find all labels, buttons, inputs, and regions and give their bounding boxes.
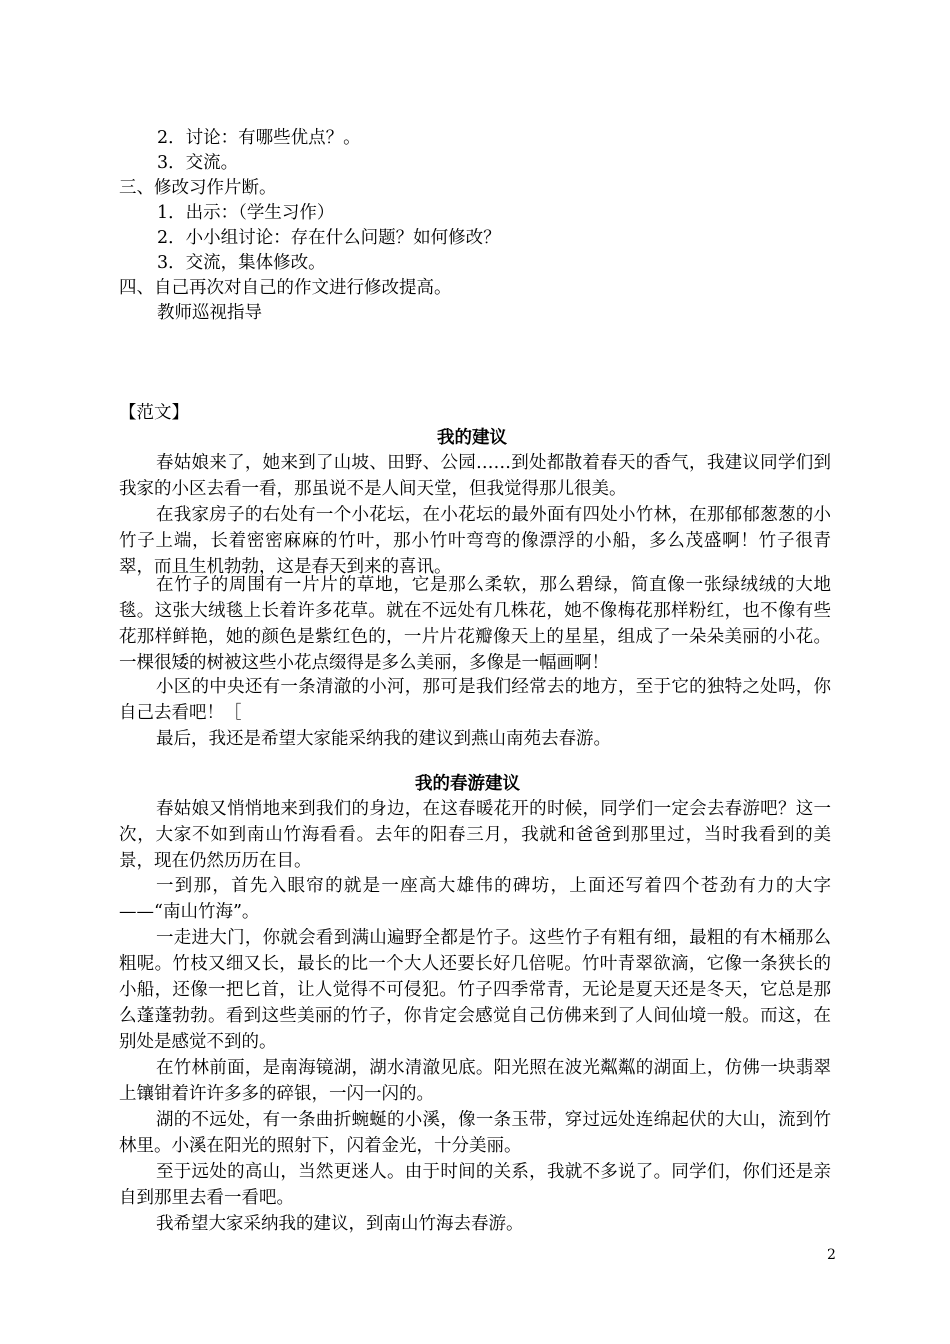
essay2-paragraph-1: 春姑娘又悄悄地来到我们的身边，在这春暖花开的时候，同学们一定会去春游吧？这一次，大家不如到南山竹海看看。去年的阳春三月，我就和爸爸到那里过，当时我看到的美景，现在仍然历历在目。 (119, 799, 831, 871)
outline-item-discuss: 2．讨论：有哪些优点？。 (157, 128, 361, 148)
page-number: 2 (827, 1247, 836, 1263)
essay2-title: 我的春游建议 (415, 774, 520, 794)
section-heading-self-revise: 四、自己再次对自己的作文进行修改提高。 (119, 278, 452, 298)
essay2-paragraph-6: 至于远处的高山，当然更迷人。由于时间的关系，我就不多说了。同学们，你们还是亲自到那里去看一看吧。 (119, 1162, 831, 1208)
essay1-paragraph-5: 最后，我还是希望大家能采纳我的建议到燕山南苑去春游。 (156, 729, 611, 749)
sample-essay-label: 【范文】 (119, 403, 189, 423)
essay1-paragraph-4: 小区的中央还有一条清澈的小河，那可是我们经常去的地方，至于它的独特之处吗，你自己去看吧！［ (119, 677, 831, 723)
essay2-paragraph-3: 一走进大门，你就会看到满山遍野全都是竹子。这些竹子有粗有细，最粗的有木桶那么粗呢。竹枝又细又长，最长的比一个大人还要长好几倍呢。竹叶青翠欲滴，它像一条狭长的小船，还像一把匕首，让人觉得不可侵犯。竹子四季常青，无论是夏天还是冬天，它总是那么蓬蓬勃勃。看到这些美丽的竹子，你肯定会感觉自己仿佛来到了人间仙境一般。而这，在别处是感觉不到的。 (119, 928, 831, 1052)
essay1-paragraph-2: 在我家房子的右处有一个小花坛，在小花坛的最外面有四处小竹林，在那郁郁葱葱的小竹子上端，长着密密麻麻的竹叶，那小竹叶弯弯的像漂浮的小船，多么茂盛啊！竹子很青翠，而且生机勃勃，这是春天到来的喜讯。 (119, 505, 831, 577)
essay1-paragraph-1: 春姑娘来了，她来到了山坡、田野、公园……到处都散着春天的香气，我建议同学们到我家的小区去看一看，那虽说不是人间天堂，但我觉得那儿很美。 (119, 453, 831, 499)
outline-sub-collective-revise: 3．交流，集体修改。 (157, 253, 326, 273)
outline-sub-show: 1．出示：（学生习作） (157, 203, 335, 223)
essay2-paragraph-7: 我希望大家采纳我的建议，到南山竹海去春游。 (156, 1214, 524, 1234)
teacher-note: 教师巡视指导 (157, 303, 262, 323)
essay2-paragraph-2: 一到那，首先入眼帘的就是一座高大雄伟的碑坊，上面还写着四个苍劲有力的大字——“南山竹海”。 (119, 876, 831, 922)
outline-item-exchange: 3．交流。 (157, 153, 239, 173)
essay1-paragraph-3: 在竹子的周围有一片片的草地，它是那么柔软，那么碧绿，简直像一张绿绒绒的大地毯。这张大绒毯上长着许多花草。就在不远处有几株花，她不像梅花那样粉红，也不像有些花那样鲜艳，她的颜色是紫红色的，一片片花瓣像天上的星星，组成了一朵朵美丽的小花。一棵很矮的树被这些小花点缀得是多么美丽，多像是一幅画啊！ (119, 575, 831, 673)
essay1-title: 我的建议 (437, 428, 507, 448)
outline-sub-group-discuss: 2．小小组讨论：存在什么问题？如何修改？ (157, 228, 501, 248)
section-heading-revise: 三、修改习作片断。 (119, 178, 277, 198)
essay2-paragraph-5: 湖的不远处，有一条曲折蜿蜒的小溪，像一条玉带，穿过远处连绵起伏的大山，流到竹林里。小溪在阳光的照射下，闪着金光，十分美丽。 (119, 1110, 831, 1156)
essay2-paragraph-4: 在竹林前面，是南海镜湖，湖水清澈见底。阳光照在波光粼粼的湖面上，仿佛一块翡翠上镶钳着许许多多的碎银，一闪一闪的。 (119, 1058, 831, 1104)
